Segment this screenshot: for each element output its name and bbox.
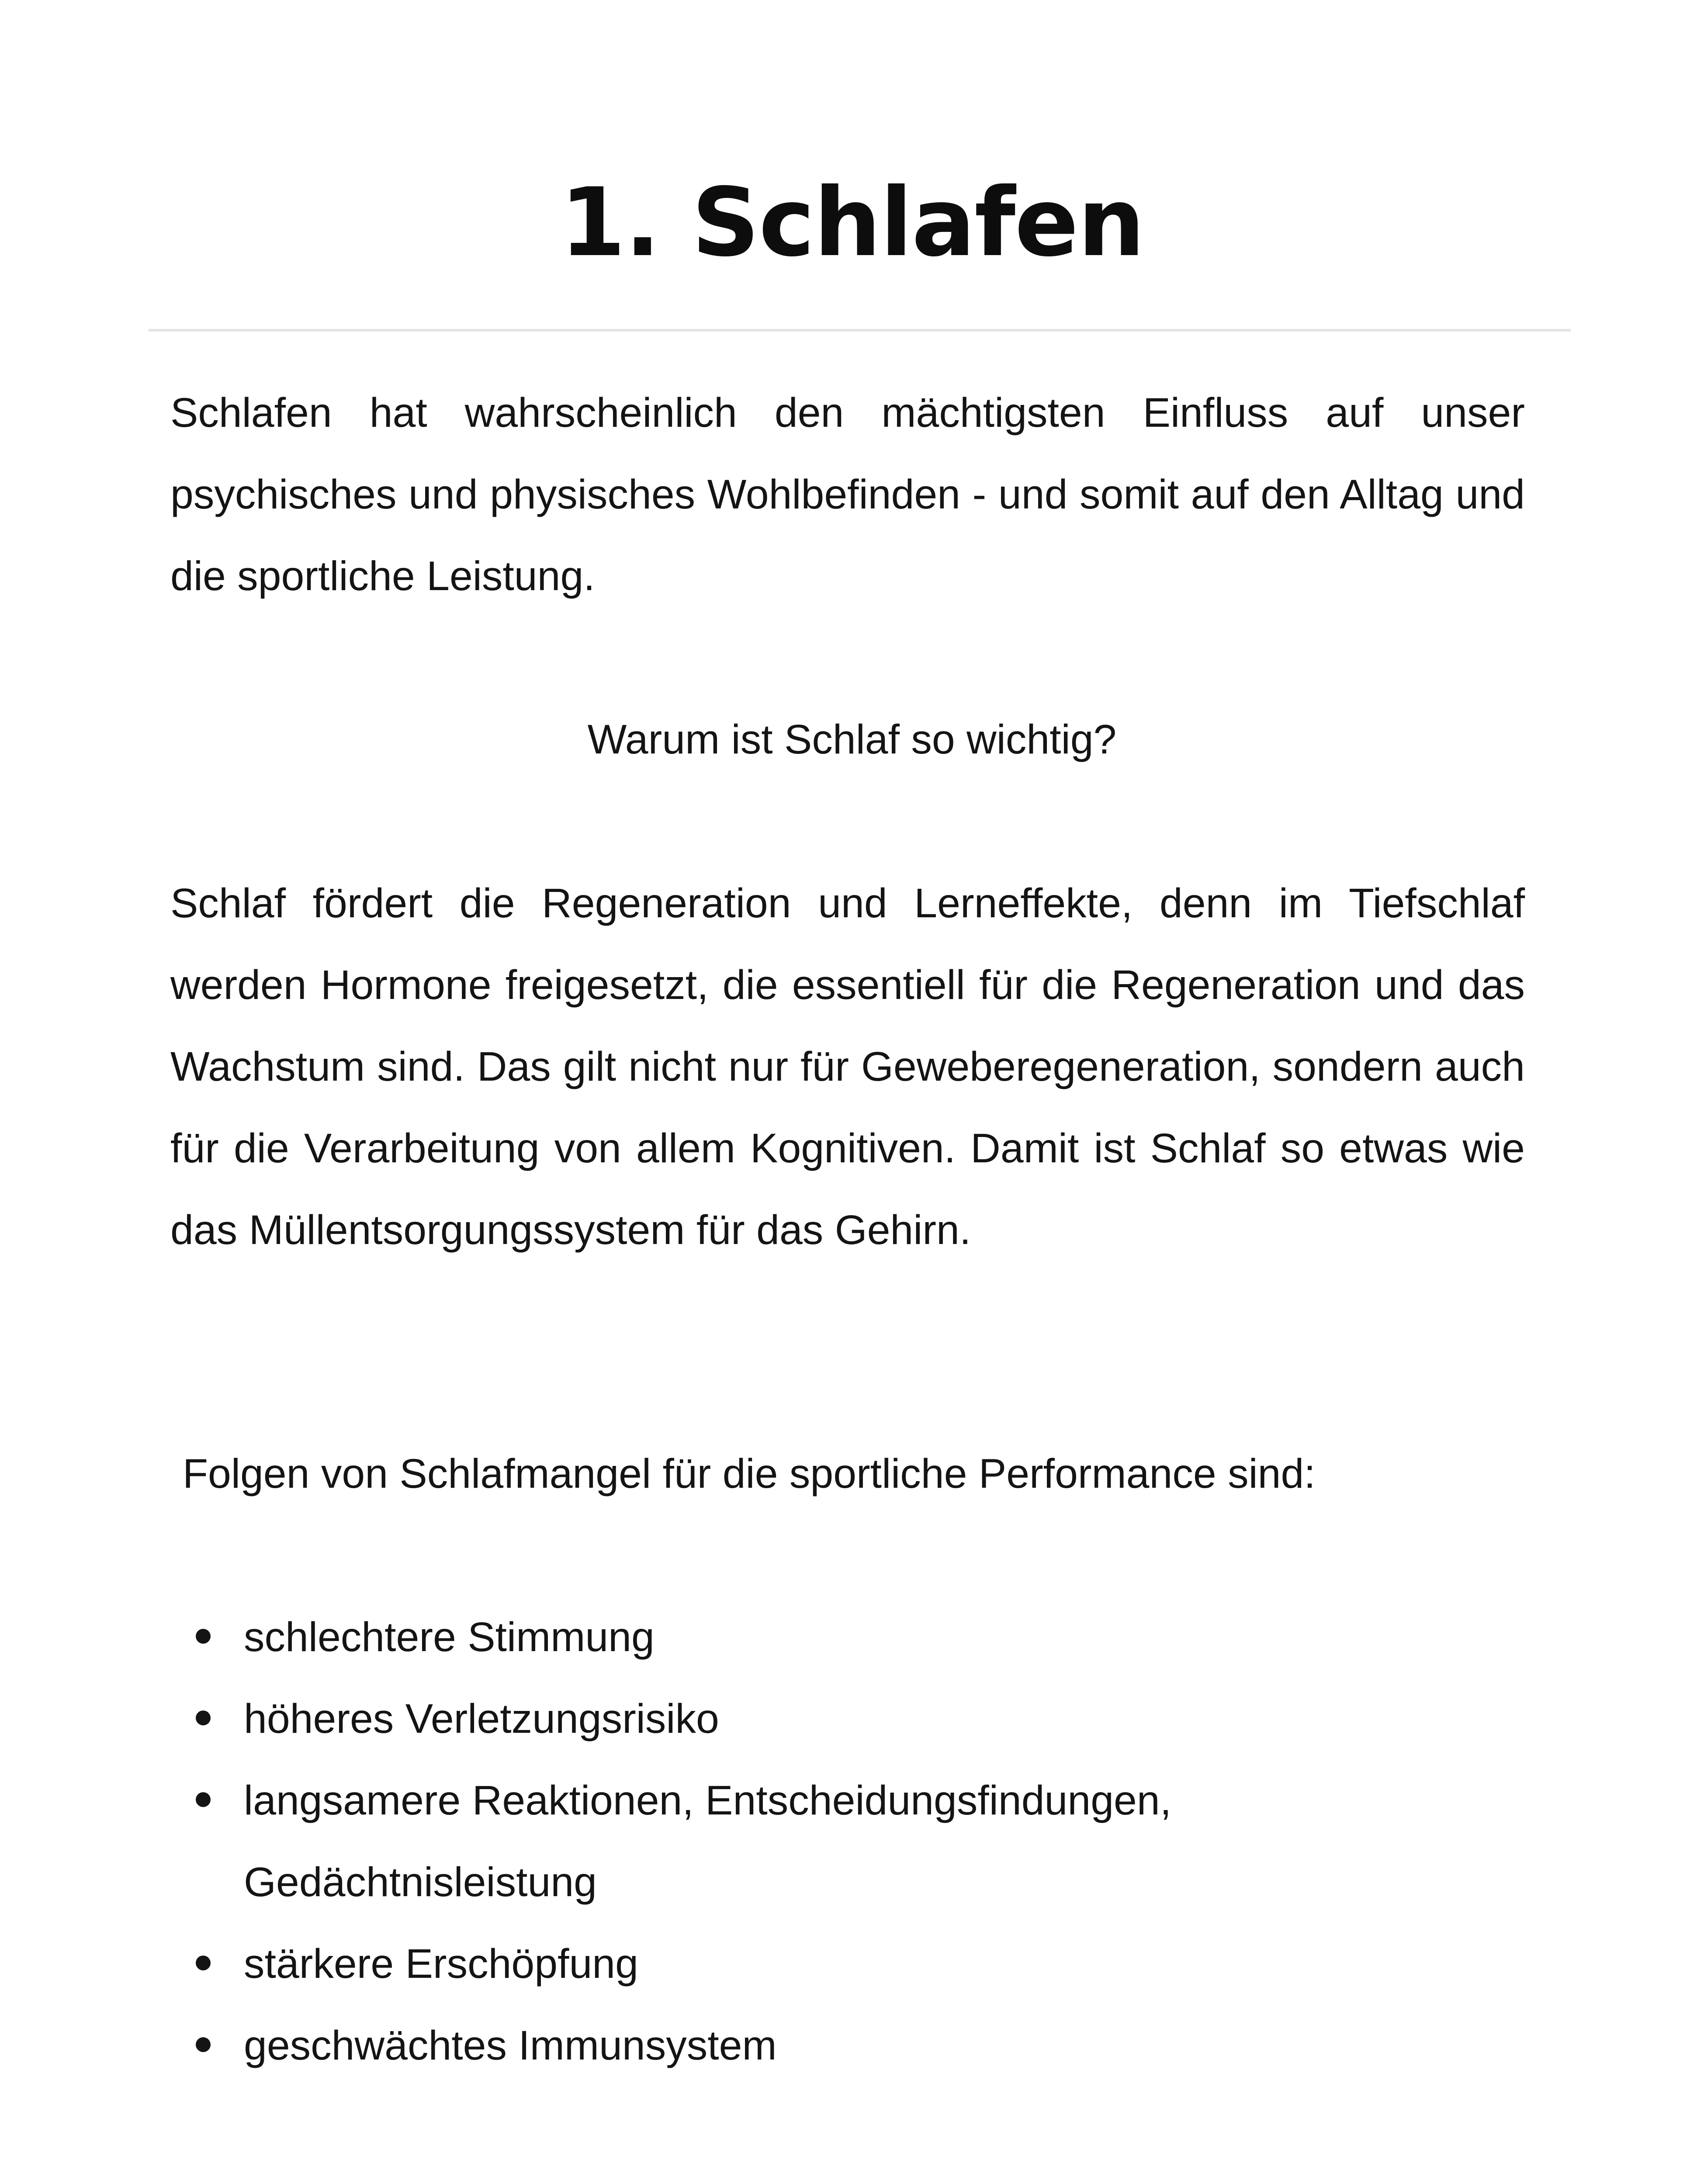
bullet-dot-icon bbox=[196, 1711, 211, 1725]
intro-paragraph: Schlafen hat wahrscheinlich den mächtigsten Einfluss auf unser psychisches und physisches Wohlbefinden - und somit auf den Alltag und die sportliche Leistung. bbox=[170, 390, 1525, 599]
list-item-text: höheres Verletzungsrisiko bbox=[244, 1696, 719, 1742]
bullet-dot-icon bbox=[196, 1792, 211, 1807]
bullet-dot-icon bbox=[196, 2037, 211, 2052]
list-item bbox=[0, 1678, 1336, 1760]
page-title: 1. Schlafen bbox=[560, 168, 1144, 277]
list-item-text: langsamere Reaktionen, Entscheidungsfindungen, Gedächtnisleistung bbox=[244, 1777, 1172, 1905]
list-item bbox=[0, 2005, 1336, 2087]
list-item-text: geschwächtes Immunsystem bbox=[244, 2022, 777, 2069]
list-item bbox=[0, 1760, 1336, 1923]
list-item-text: stärkere Erschöpfung bbox=[244, 1941, 638, 1987]
title-divider bbox=[149, 329, 1571, 332]
list-item bbox=[0, 1597, 1336, 1678]
explanation-paragraph: Schlaf fördert die Regeneration und Lerneffekte, denn im Tiefschlaf werden Hormone freigesetzt, die essentiell für die Regeneration und das Wachstum sind. Das gilt nicht nur für Geweberegeneration, sondern auch für die Verarbeitung von allem Kognitiven. Damit ist Schlaf so etwas wie das Müllentsorgungssystem für das Gehirn. bbox=[170, 880, 1525, 1253]
section-question: Warum ist Schlaf so wichtig? bbox=[587, 716, 1117, 763]
bullet-dot-icon bbox=[196, 1956, 211, 1970]
list-item bbox=[0, 1923, 1336, 2005]
list-item-text: schlechtere Stimmung bbox=[244, 1614, 655, 1660]
list-intro: Folgen von Schlafmangel für die sportliche Performance sind: bbox=[183, 1451, 1316, 1497]
bullet-dot-icon bbox=[196, 1629, 211, 1644]
consequences-list bbox=[0, 1597, 1704, 2087]
